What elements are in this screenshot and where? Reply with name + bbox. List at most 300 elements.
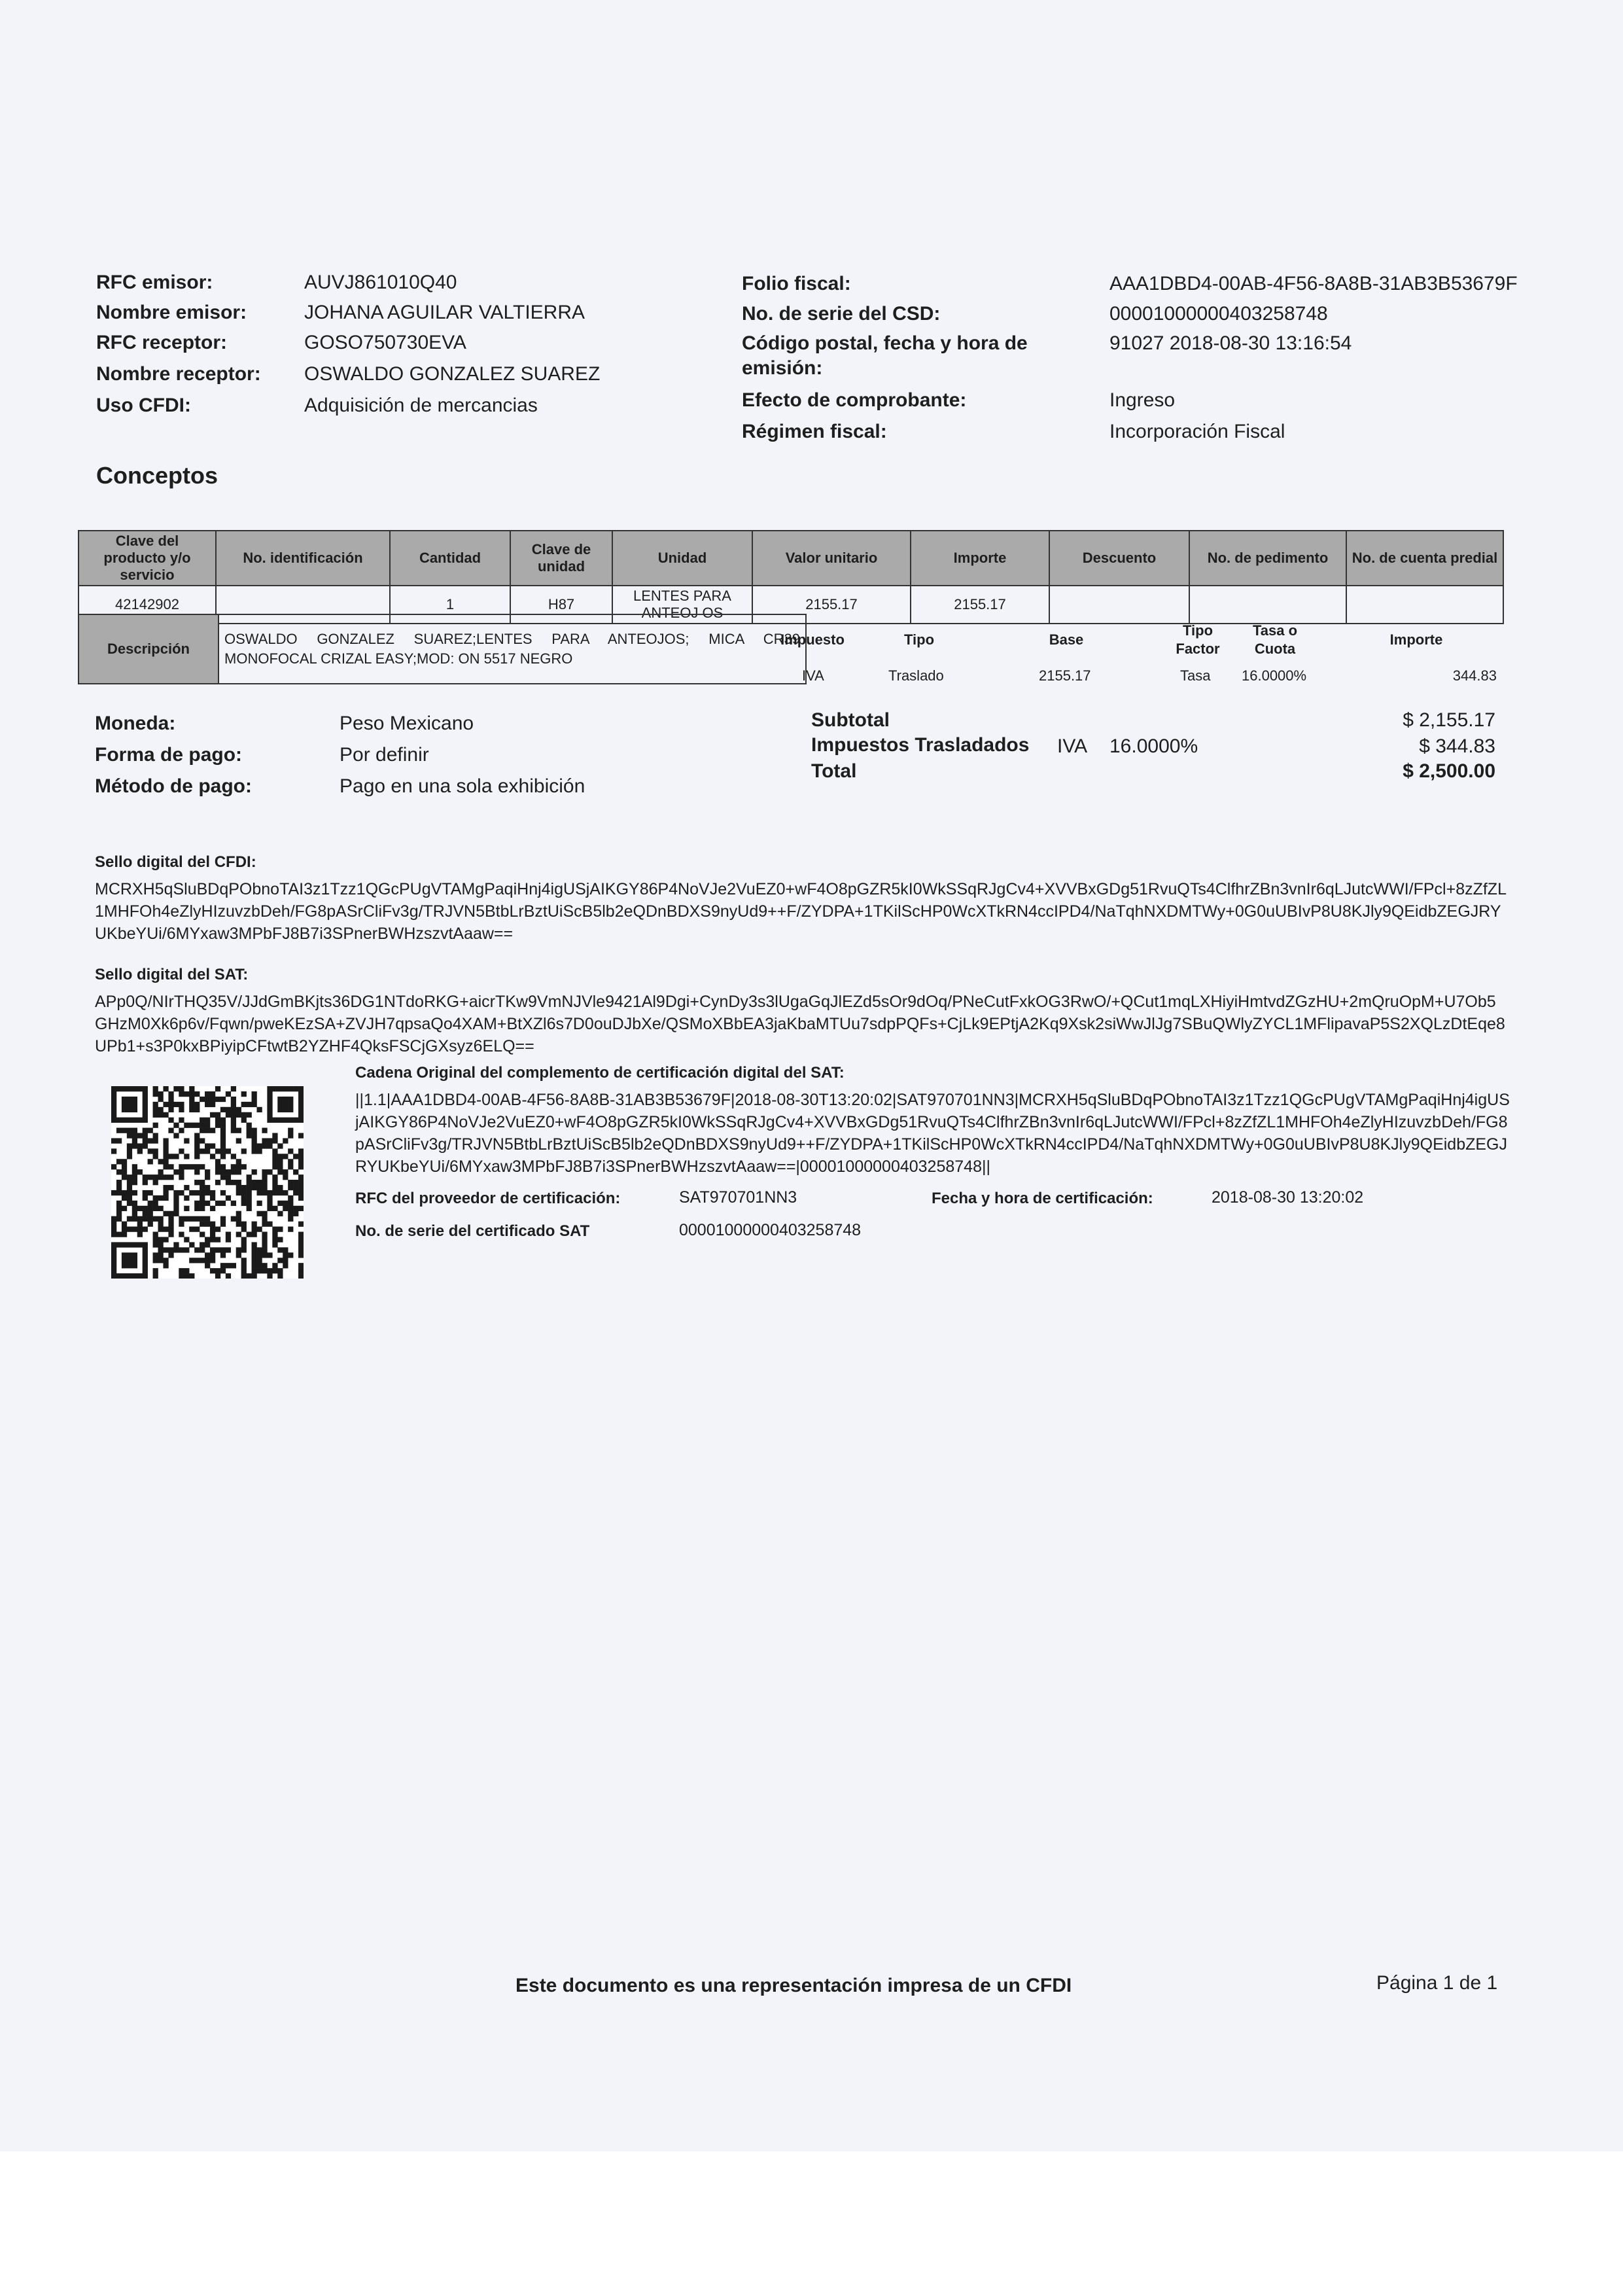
qr-module — [137, 1273, 143, 1279]
qr-module — [153, 1133, 158, 1139]
qr-module — [179, 1216, 184, 1222]
qr-module — [236, 1138, 241, 1143]
th-clave-unidad: Clave de unidad — [510, 531, 612, 586]
qr-module — [231, 1112, 236, 1118]
qr-module — [143, 1112, 148, 1118]
qr-module — [111, 1107, 116, 1112]
qr-module — [194, 1247, 200, 1252]
qr-module — [256, 1252, 262, 1258]
qr-module — [122, 1174, 127, 1180]
qr-module — [143, 1180, 148, 1185]
tax-th-tipo-factor: Tipo Factor — [1176, 622, 1220, 657]
qr-module — [148, 1148, 153, 1154]
qr-module — [298, 1185, 304, 1190]
qr-module — [179, 1128, 184, 1133]
qr-module — [220, 1216, 226, 1222]
qr-module — [241, 1102, 247, 1107]
qr-module — [205, 1097, 210, 1102]
qr-module — [247, 1206, 252, 1211]
qr-module — [200, 1231, 205, 1237]
taxes-label: Impuestos Trasladados — [811, 734, 1030, 756]
qr-module — [179, 1091, 184, 1097]
qr-module — [194, 1133, 200, 1139]
qr-module — [262, 1211, 267, 1216]
qr-module — [267, 1086, 272, 1091]
qr-module — [122, 1206, 127, 1211]
qr-module — [298, 1148, 304, 1154]
qr-module — [116, 1128, 122, 1133]
qr-module — [210, 1237, 215, 1242]
qr-module — [298, 1273, 304, 1279]
qr-module — [205, 1174, 210, 1180]
qr-module — [168, 1154, 173, 1159]
qr-module — [132, 1102, 137, 1107]
qr-module — [220, 1190, 226, 1195]
qr-module — [236, 1231, 241, 1237]
qr-module — [127, 1148, 132, 1154]
qr-module — [277, 1086, 283, 1091]
qr-module — [226, 1174, 231, 1180]
qr-module — [153, 1237, 158, 1242]
qr-module — [194, 1227, 200, 1232]
qr-module — [231, 1102, 236, 1107]
qr-module — [220, 1222, 226, 1227]
qr-module — [241, 1268, 247, 1273]
qr-module — [194, 1206, 200, 1211]
qr-module — [184, 1268, 189, 1273]
qr-module — [288, 1097, 293, 1102]
qr-module — [272, 1133, 277, 1139]
qr-module — [247, 1123, 252, 1128]
qr-module — [132, 1252, 137, 1258]
qr-module — [127, 1258, 132, 1263]
qr-module — [148, 1128, 153, 1133]
qr-module — [127, 1195, 132, 1201]
qr-module — [143, 1268, 148, 1273]
qr-module — [153, 1154, 158, 1159]
qr-module — [252, 1102, 257, 1107]
qr-module — [173, 1190, 179, 1195]
qr-module — [293, 1169, 298, 1174]
qr-module — [298, 1086, 304, 1091]
qr-module — [226, 1195, 231, 1201]
rfc-emisor-label: RFC emisor: — [96, 272, 213, 293]
nombre-emisor-value: JOHANA AGUILAR VALTIERRA — [304, 302, 585, 323]
qr-module — [143, 1190, 148, 1195]
qr-module — [267, 1201, 272, 1206]
qr-module — [153, 1107, 158, 1112]
qr-module — [247, 1201, 252, 1206]
qr-module — [252, 1227, 257, 1232]
qr-module — [220, 1154, 226, 1159]
qr-module — [210, 1231, 215, 1237]
tax-tasa: 16.0000% — [1242, 667, 1307, 684]
qr-module — [189, 1190, 194, 1195]
qr-module — [179, 1169, 184, 1174]
qr-module — [283, 1097, 288, 1102]
qr-module — [127, 1242, 132, 1247]
qr-module — [272, 1206, 277, 1211]
qr-module — [236, 1112, 241, 1118]
qr-module — [205, 1252, 210, 1258]
qr-module — [252, 1247, 257, 1252]
qr-module — [277, 1185, 283, 1190]
qr-module — [127, 1107, 132, 1112]
qr-module — [122, 1258, 127, 1263]
qr-module — [111, 1118, 116, 1123]
qr-module — [267, 1091, 272, 1097]
qr-module — [194, 1164, 200, 1169]
qr-module — [148, 1138, 153, 1143]
qr-module — [168, 1216, 173, 1222]
qr-module — [143, 1091, 148, 1097]
qr-module — [132, 1107, 137, 1112]
qr-module — [283, 1247, 288, 1252]
qr-module — [127, 1102, 132, 1107]
qr-module — [153, 1231, 158, 1237]
description-table — [78, 614, 807, 684]
qr-module — [153, 1273, 158, 1279]
qr-module — [277, 1097, 283, 1102]
qr-module — [298, 1231, 304, 1237]
efecto-row — [742, 386, 1176, 415]
qr-module — [252, 1242, 257, 1247]
rfc-receptor-value: GOSO750730EVA — [304, 332, 466, 353]
qr-module — [283, 1086, 288, 1091]
qr-module — [288, 1201, 293, 1206]
taxes-value: $ 344.83 — [1419, 735, 1495, 757]
qr-module — [153, 1258, 158, 1263]
qr-module — [137, 1148, 143, 1154]
qr-module — [252, 1231, 257, 1237]
qr-module — [267, 1107, 272, 1112]
qr-module — [220, 1118, 226, 1123]
qr-module — [148, 1206, 153, 1211]
qr-module — [158, 1174, 164, 1180]
footer-note: Este documento es una representación impresa de un CFDI — [515, 1975, 1072, 1996]
qr-module — [226, 1263, 231, 1268]
tax-th-tasa-cuota: Tasa o Cuota — [1252, 622, 1298, 657]
tax-th-impuesto: Impuesto — [780, 631, 845, 648]
qr-module — [148, 1174, 153, 1180]
qr-module — [179, 1174, 184, 1180]
qr-module — [241, 1190, 247, 1195]
qr-module — [200, 1258, 205, 1263]
qr-module — [163, 1247, 168, 1252]
qr-module — [189, 1273, 194, 1279]
qr-module — [277, 1227, 283, 1232]
qr-module — [194, 1123, 200, 1128]
qr-module — [231, 1263, 236, 1268]
metodo-pago-value: Pago en una sola exhibición — [340, 775, 585, 797]
rfc-receptor-label: RFC receptor: — [96, 332, 228, 353]
qr-module — [148, 1201, 153, 1206]
qr-module — [132, 1138, 137, 1143]
qr-module — [288, 1148, 293, 1154]
qr-module — [153, 1242, 158, 1247]
forma-pago-row — [95, 741, 429, 769]
qr-module — [153, 1252, 158, 1258]
qr-module — [200, 1190, 205, 1195]
qr-module — [122, 1097, 127, 1102]
total-label: Total — [811, 760, 857, 782]
qr-module — [173, 1102, 179, 1107]
qr-module — [215, 1237, 220, 1242]
qr-module — [111, 1148, 116, 1154]
subtotal-value: $ 2,155.17 — [1403, 709, 1495, 731]
qr-module — [205, 1263, 210, 1268]
qr-module — [267, 1252, 272, 1258]
qr-module — [205, 1169, 210, 1174]
qr-module — [189, 1242, 194, 1247]
taxes-rate: 16.0000% — [1109, 735, 1198, 757]
qr-module — [168, 1211, 173, 1216]
qr-module — [168, 1102, 173, 1107]
taxes-type: IVA — [1057, 735, 1088, 757]
qr-module — [288, 1252, 293, 1258]
qr-module — [277, 1211, 283, 1216]
qr-module — [132, 1174, 137, 1180]
qr-module — [194, 1102, 200, 1107]
qr-module — [153, 1174, 158, 1180]
qr-module — [277, 1258, 283, 1263]
subtotal-label: Subtotal — [811, 709, 890, 731]
qr-module — [262, 1190, 267, 1195]
qr-module — [205, 1216, 210, 1222]
qr-module — [116, 1138, 122, 1143]
regimen-row — [742, 417, 1285, 446]
qr-module — [236, 1222, 241, 1227]
qr-module — [231, 1201, 236, 1206]
qr-module — [184, 1237, 189, 1242]
qr-module — [236, 1164, 241, 1169]
cell-cantidad: 1 — [390, 586, 510, 624]
qr-module — [173, 1206, 179, 1211]
qr-module — [215, 1180, 220, 1185]
qr-module — [189, 1097, 194, 1102]
qr-module — [288, 1185, 293, 1190]
qr-module — [298, 1242, 304, 1247]
qr-module — [168, 1107, 173, 1112]
qr-module — [111, 1216, 116, 1222]
qr-module — [272, 1268, 277, 1273]
qr-module — [247, 1180, 252, 1185]
qr-module — [215, 1159, 220, 1164]
qr-module — [298, 1133, 304, 1139]
qr-module — [184, 1123, 189, 1128]
qr-module — [262, 1242, 267, 1247]
qr-module — [241, 1195, 247, 1201]
qr-module — [163, 1211, 168, 1216]
qr-module — [189, 1091, 194, 1097]
qr-module — [205, 1258, 210, 1263]
qr-module — [173, 1133, 179, 1139]
qr-module — [220, 1148, 226, 1154]
qr-module — [111, 1097, 116, 1102]
qr-module — [163, 1154, 168, 1159]
qr-module — [231, 1164, 236, 1169]
efecto-label: Efecto de comprobante: — [742, 389, 967, 411]
qr-module — [111, 1102, 116, 1107]
description-text: OSWALDO GONZALEZ SUAREZ;LENTES PARA ANTEOJOS; MICA CR39 MONOFOCAL CRIZAL EASY;MOD: ON 5517 NEGRO — [218, 614, 806, 684]
qr-module — [241, 1237, 247, 1242]
qr-module — [267, 1206, 272, 1211]
qr-module — [288, 1164, 293, 1169]
qr-module — [298, 1247, 304, 1252]
qr-module — [132, 1216, 137, 1222]
qr-module — [163, 1112, 168, 1118]
qr-module — [116, 1216, 122, 1222]
qr-module — [267, 1112, 272, 1118]
qr-module — [200, 1123, 205, 1128]
folio-fiscal-row — [742, 270, 1518, 298]
qr-module — [267, 1097, 272, 1102]
qr-module — [179, 1268, 184, 1273]
sello-cfdi-section — [95, 853, 1508, 945]
qr-module — [288, 1118, 293, 1123]
qr-module — [137, 1242, 143, 1247]
qr-module — [231, 1180, 236, 1185]
qr-module — [153, 1195, 158, 1201]
qr-module — [220, 1143, 226, 1148]
qr-module — [241, 1091, 247, 1097]
qr-module — [168, 1222, 173, 1227]
qr-module — [210, 1252, 215, 1258]
qr-module — [277, 1164, 283, 1169]
qr-module — [256, 1143, 262, 1148]
qr-module — [252, 1148, 257, 1154]
qr-module — [262, 1216, 267, 1222]
qr-module — [262, 1222, 267, 1227]
qr-module — [272, 1185, 277, 1190]
qr-module — [116, 1086, 122, 1091]
qr-module — [288, 1216, 293, 1222]
qr-module — [194, 1091, 200, 1097]
qr-module — [247, 1273, 252, 1279]
cadena-section — [355, 1064, 1513, 1178]
qr-module — [153, 1148, 158, 1154]
serie-csd-value: 00001000000403258748 — [1109, 303, 1328, 325]
qr-module — [272, 1190, 277, 1195]
qr-module — [179, 1164, 184, 1169]
qr-module — [189, 1107, 194, 1112]
qr-module — [293, 1154, 298, 1159]
qr-module — [173, 1247, 179, 1252]
qr-module — [163, 1258, 168, 1263]
qr-module — [256, 1107, 262, 1112]
qr-module — [158, 1237, 164, 1242]
qr-module — [277, 1102, 283, 1107]
qr-module — [122, 1169, 127, 1174]
sello-cfdi-label: Sello digital del CFDI: — [95, 853, 256, 871]
forma-pago-label: Forma de pago: — [95, 744, 243, 766]
qr-module — [143, 1107, 148, 1112]
qr-module — [122, 1231, 127, 1237]
qr-module — [215, 1247, 220, 1252]
qr-module — [277, 1159, 283, 1164]
qr-module — [111, 1252, 116, 1258]
qr-module — [283, 1252, 288, 1258]
qr-module — [111, 1138, 116, 1143]
qr-module — [132, 1097, 137, 1102]
rfc-receptor-row — [96, 328, 466, 357]
qr-module — [298, 1174, 304, 1180]
qr-module — [163, 1148, 168, 1154]
qr-module — [256, 1263, 262, 1268]
qr-module — [158, 1112, 164, 1118]
qr-module — [215, 1164, 220, 1169]
qr-module — [283, 1201, 288, 1206]
qr-module — [256, 1180, 262, 1185]
qr-module — [127, 1263, 132, 1268]
th-cantidad: Cantidad — [390, 531, 510, 586]
qr-module — [168, 1227, 173, 1232]
metodo-pago-row — [95, 772, 585, 801]
cell-descuento — [1049, 586, 1189, 624]
qr-module — [143, 1128, 148, 1133]
qr-module — [247, 1190, 252, 1195]
qr-module — [236, 1190, 241, 1195]
qr-module — [241, 1201, 247, 1206]
qr-module — [111, 1273, 116, 1279]
qr-module — [298, 1159, 304, 1164]
qr-module — [132, 1180, 137, 1185]
qr-module — [122, 1159, 127, 1164]
qr-module — [158, 1252, 164, 1258]
qr-module — [241, 1112, 247, 1118]
qr-module — [111, 1258, 116, 1263]
qr-module — [127, 1190, 132, 1195]
qr-module — [272, 1242, 277, 1247]
th-importe: Importe — [911, 531, 1049, 586]
qr-module — [241, 1185, 247, 1190]
qr-module — [220, 1252, 226, 1258]
qr-module — [184, 1195, 189, 1201]
qr-module — [153, 1123, 158, 1128]
qr-module — [143, 1227, 148, 1232]
qr-module — [179, 1148, 184, 1154]
qr-module — [127, 1086, 132, 1091]
qr-module — [205, 1201, 210, 1206]
qr-module — [122, 1164, 127, 1169]
qr-module — [168, 1247, 173, 1252]
qr-module — [122, 1195, 127, 1201]
qr-module — [298, 1112, 304, 1118]
qr-module — [158, 1091, 164, 1097]
qr-module — [143, 1211, 148, 1216]
qr-module — [252, 1143, 257, 1148]
qr-module — [127, 1252, 132, 1258]
nombre-receptor-value: OSWALDO GONZALEZ SUAREZ — [304, 363, 601, 385]
qr-module — [256, 1227, 262, 1232]
qr-module — [179, 1086, 184, 1091]
qr-module — [153, 1138, 158, 1143]
qr-module — [158, 1258, 164, 1263]
qr-module — [189, 1258, 194, 1263]
qr-module — [189, 1086, 194, 1091]
sello-cfdi-value: MCRXH5qSluBDqPObnoTAI3z1Tzz1QGcPUgVTAMgPaqiHnj4igUSjAIKGY86P4NoVJe2VuEZ0+wF4O8pGZR5kI0WkSSqRJgCv4+XVVBxGDg51RvuQTs4ClfhrZBn3vnIr6qLJutcWWI/FPcl+8zZfZL1MHFOh4eZlyHIzuvzbDeh/FG8pASrCliFv3g/TRJVN5BtbLrBztUiScB5lb2eQDnBDXS9nyUd9++F/ZYDPA+1TKilScHP0WcXTkRN4ccIPD4/NaTqhNXDMTWy+0G0uUBIvP8U8KJly9QEidbZEGJRYUKbeYUi/6MYxaw3MPbFJ8B7i3SPnerBWHzszvtAaaw== — [95, 880, 1507, 943]
qr-module — [163, 1237, 168, 1242]
serie-csd-label: No. de serie del CSD: — [742, 303, 941, 325]
qr-module — [210, 1247, 215, 1252]
qr-module — [215, 1123, 220, 1128]
qr-module — [293, 1086, 298, 1091]
qr-module — [158, 1195, 164, 1201]
qr-module — [298, 1097, 304, 1102]
cert-serie-label: No. de serie del certificado SAT — [355, 1222, 590, 1240]
th-valor-unitario: Valor unitario — [752, 531, 911, 586]
qr-module — [267, 1143, 272, 1148]
